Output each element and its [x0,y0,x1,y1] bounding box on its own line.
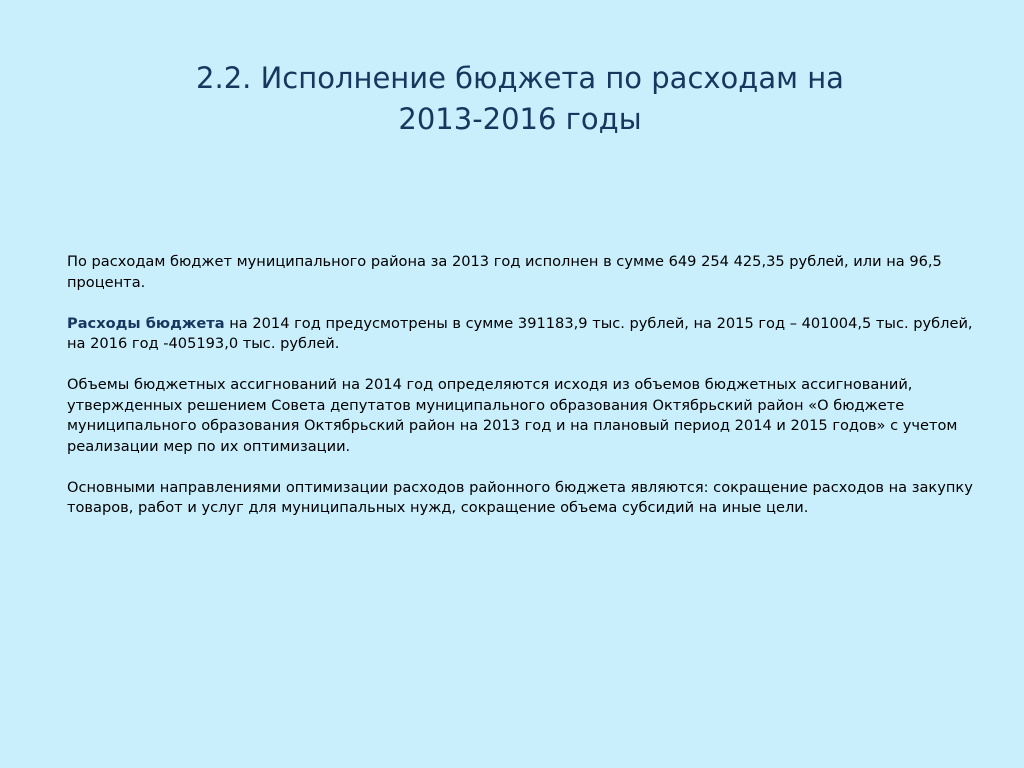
paragraph-allocations: Объемы бюджетных ассигнований на 2014 год определяются исходя из объемов бюджетных ассигнований, утвержденных решением Совета депутатов муниципального образования Октябрьский район «О бюджете муниципального образования Октябрьский район на 2013 год и на плановый период 2014 и 2015 годов» с учетом реализации мер по их оптимизации. [67,376,958,455]
slide-body [67,252,987,539]
budget-expenses-text: на 2014 год предусмотрены в сумме 391183,9 тыс. рублей, на 2015 год – 401004,5 тыс. рублей, на 2016 год -405193,0 тыс. рублей. [67,314,973,352]
paragraph-optimization: Основными направлениями оптимизации расходов районного бюджета являются: сокращение расходов на закупку товаров, работ и услуг для муниципальных нужд, сокращение объема субсидий на иные цели. [67,478,973,516]
budget-expenses-lead: Расходы бюджета [67,314,225,332]
paragraph-budget-expenses [67,314,987,355]
title-line-1: 2.2. Исполнение бюджета по расходам на [196,61,844,95]
title-line-2: 2013-2016 годы [398,102,642,136]
slide-title [100,58,940,140]
paragraph-execution-2013: По расходам бюджет муниципального района за 2013 год исполнен в сумме 649 254 425,35 рублей, или на 96,5 процента. [67,253,942,291]
